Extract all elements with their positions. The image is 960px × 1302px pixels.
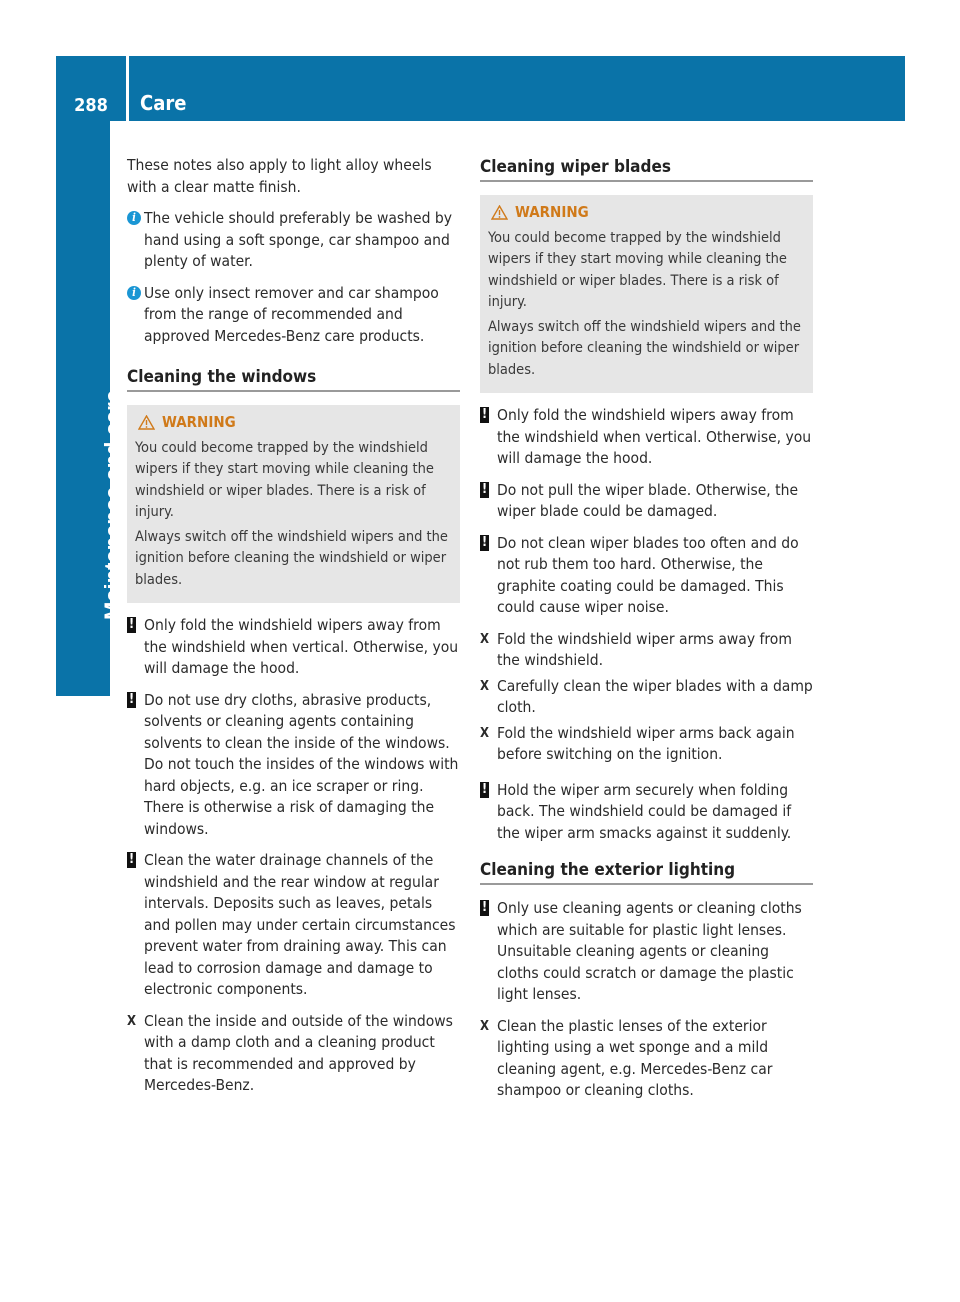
page-header bbox=[56, 56, 905, 121]
caution-note-text: Clean the water drainage channels of the windshield and the rear window at regular intervals. Deposits such as leaves, petals and pollen may under certain circumstances prevent water from draining away. This can lead to corrosion damage and damage to electronic components. bbox=[144, 851, 456, 998]
section-heading-exterior-lighting: Cleaning the exterior lighting bbox=[480, 860, 813, 885]
section-heading-windows: Cleaning the windows bbox=[127, 367, 460, 392]
exclamation-icon: ! bbox=[128, 852, 135, 867]
step-item bbox=[127, 1011, 460, 1097]
exclamation-icon: ! bbox=[481, 534, 488, 550]
warning-text: You could become trapped by the windshield wipers if they start moving while cleaning the windshield or wiper blades. There is a risk of injury. bbox=[488, 229, 787, 310]
caution-note bbox=[480, 898, 813, 1006]
step-item bbox=[480, 629, 813, 672]
caution-note-text: Only use cleaning agents or cleaning cloths which are suitable for plastic light lenses. Unsuitable cleaning agents or cleaning cloths could scratch or damage the plastic light lenses. bbox=[497, 899, 802, 1003]
step-arrow-icon: X bbox=[127, 1013, 137, 1029]
caution-note-text: Hold the wiper arm securely when folding back. The windshield could be damaged if the wiper arm smacks against it suddenly. bbox=[497, 780, 792, 842]
caution-note-text: Do not pull the wiper blade. Otherwise, the wiper blade could be damaged. bbox=[497, 480, 799, 520]
step-item bbox=[480, 723, 813, 766]
caution-note bbox=[480, 405, 813, 470]
info-note bbox=[127, 208, 460, 273]
step-text: Clean the inside and outside of the windows with a damp cloth and a cleaning product that is recommended and approved by Mercedes-Benz. bbox=[144, 1011, 453, 1094]
info-note-text: The vehicle should preferably be washed by hand using a soft sponge, car shampoo and plenty of water. bbox=[144, 209, 452, 270]
exclamation-icon: ! bbox=[481, 781, 488, 797]
step-text: Clean the plastic lenses of the exterior lighting using a wet sponge and a mild cleaning agent, e.g. Mercedes-Benz car shampoo or cleaning cloths. bbox=[497, 1016, 773, 1099]
exclamation-icon: ! bbox=[128, 617, 135, 632]
header-divider bbox=[126, 56, 129, 121]
warning-header bbox=[135, 412, 452, 434]
warning-box bbox=[480, 195, 813, 393]
warning-text: You could become trapped by the windshield wipers if they start moving while cleaning the windshield or wiper blades. There is a risk of injury. bbox=[135, 439, 434, 520]
step-arrow-icon: X bbox=[480, 678, 490, 694]
chapter-title: Care bbox=[140, 91, 187, 115]
caution-note-text: Only fold the windshield wipers away from the windshield when vertical. Otherwise, you will damage the hood. bbox=[144, 616, 459, 677]
caution-note-text: Only fold the windshield wipers away from the windshield when vertical. Otherwise, you will damage the hood. bbox=[497, 406, 812, 467]
left-column bbox=[127, 155, 460, 1107]
caution-note-text: Do not use dry cloths, abrasive products, solvents or cleaning agents containing solvents to clean the inside of the windows. Do not touch the insides of the windows with hard objects, e.g. an ice scraper or ring. There is otherwise a risk of damaging the windows. bbox=[144, 690, 459, 838]
info-note-text: Use only insect remover and car shampoo from the range of recommended and approved Mercedes-Benz care products. bbox=[144, 283, 439, 345]
step-arrow-icon: X bbox=[480, 631, 490, 647]
warning-text: Always switch off the windshield wipers and the ignition before cleaning the windshield or wiper blades. bbox=[488, 318, 801, 378]
section-heading-wiper-blades: Cleaning wiper blades bbox=[480, 157, 813, 182]
warning-label: WARNING bbox=[162, 413, 236, 431]
step-text: Fold the windshield wiper arms away from the windshield. bbox=[497, 629, 792, 669]
exclamation-icon: ! bbox=[481, 407, 488, 422]
info-note bbox=[127, 283, 460, 348]
step-text: Carefully clean the wiper blades with a damp cloth. bbox=[497, 676, 813, 716]
step-arrow-icon: X bbox=[480, 725, 490, 741]
step-arrow-icon: X bbox=[480, 1018, 490, 1034]
caution-note bbox=[127, 850, 460, 1001]
caution-note bbox=[127, 690, 460, 841]
step-item bbox=[480, 676, 813, 719]
step-text: Fold the windshield wiper arms back again before switching on the ignition. bbox=[497, 723, 795, 763]
warning-label: WARNING bbox=[515, 203, 589, 221]
warning-triangle-icon bbox=[138, 415, 155, 430]
warning-triangle-icon bbox=[491, 205, 508, 220]
info-icon: i bbox=[127, 286, 141, 300]
exclamation-icon: ! bbox=[128, 691, 135, 707]
right-column bbox=[480, 155, 813, 1112]
intro-paragraph: These notes also apply to light alloy wheels with a clear matte finish. bbox=[127, 156, 432, 196]
warning-header bbox=[488, 202, 805, 224]
exclamation-icon: ! bbox=[481, 481, 488, 497]
caution-note bbox=[480, 780, 813, 845]
caution-note bbox=[480, 480, 813, 523]
exclamation-icon: ! bbox=[481, 900, 488, 915]
info-icon: i bbox=[127, 211, 141, 225]
caution-note bbox=[480, 533, 813, 619]
side-tab-label: Maintenance and care bbox=[100, 390, 125, 620]
caution-note bbox=[127, 615, 460, 680]
warning-box bbox=[127, 405, 460, 603]
caution-note-text: Do not clean wiper blades too often and do not rub them too hard. Otherwise, the graphite coating could be damaged. This could cause wiper noise. bbox=[497, 533, 799, 616]
page-number: 288 bbox=[74, 95, 108, 116]
step-item bbox=[480, 1016, 813, 1102]
warning-text: Always switch off the windshield wipers and the ignition before cleaning the windshield or wiper blades. bbox=[135, 528, 448, 588]
